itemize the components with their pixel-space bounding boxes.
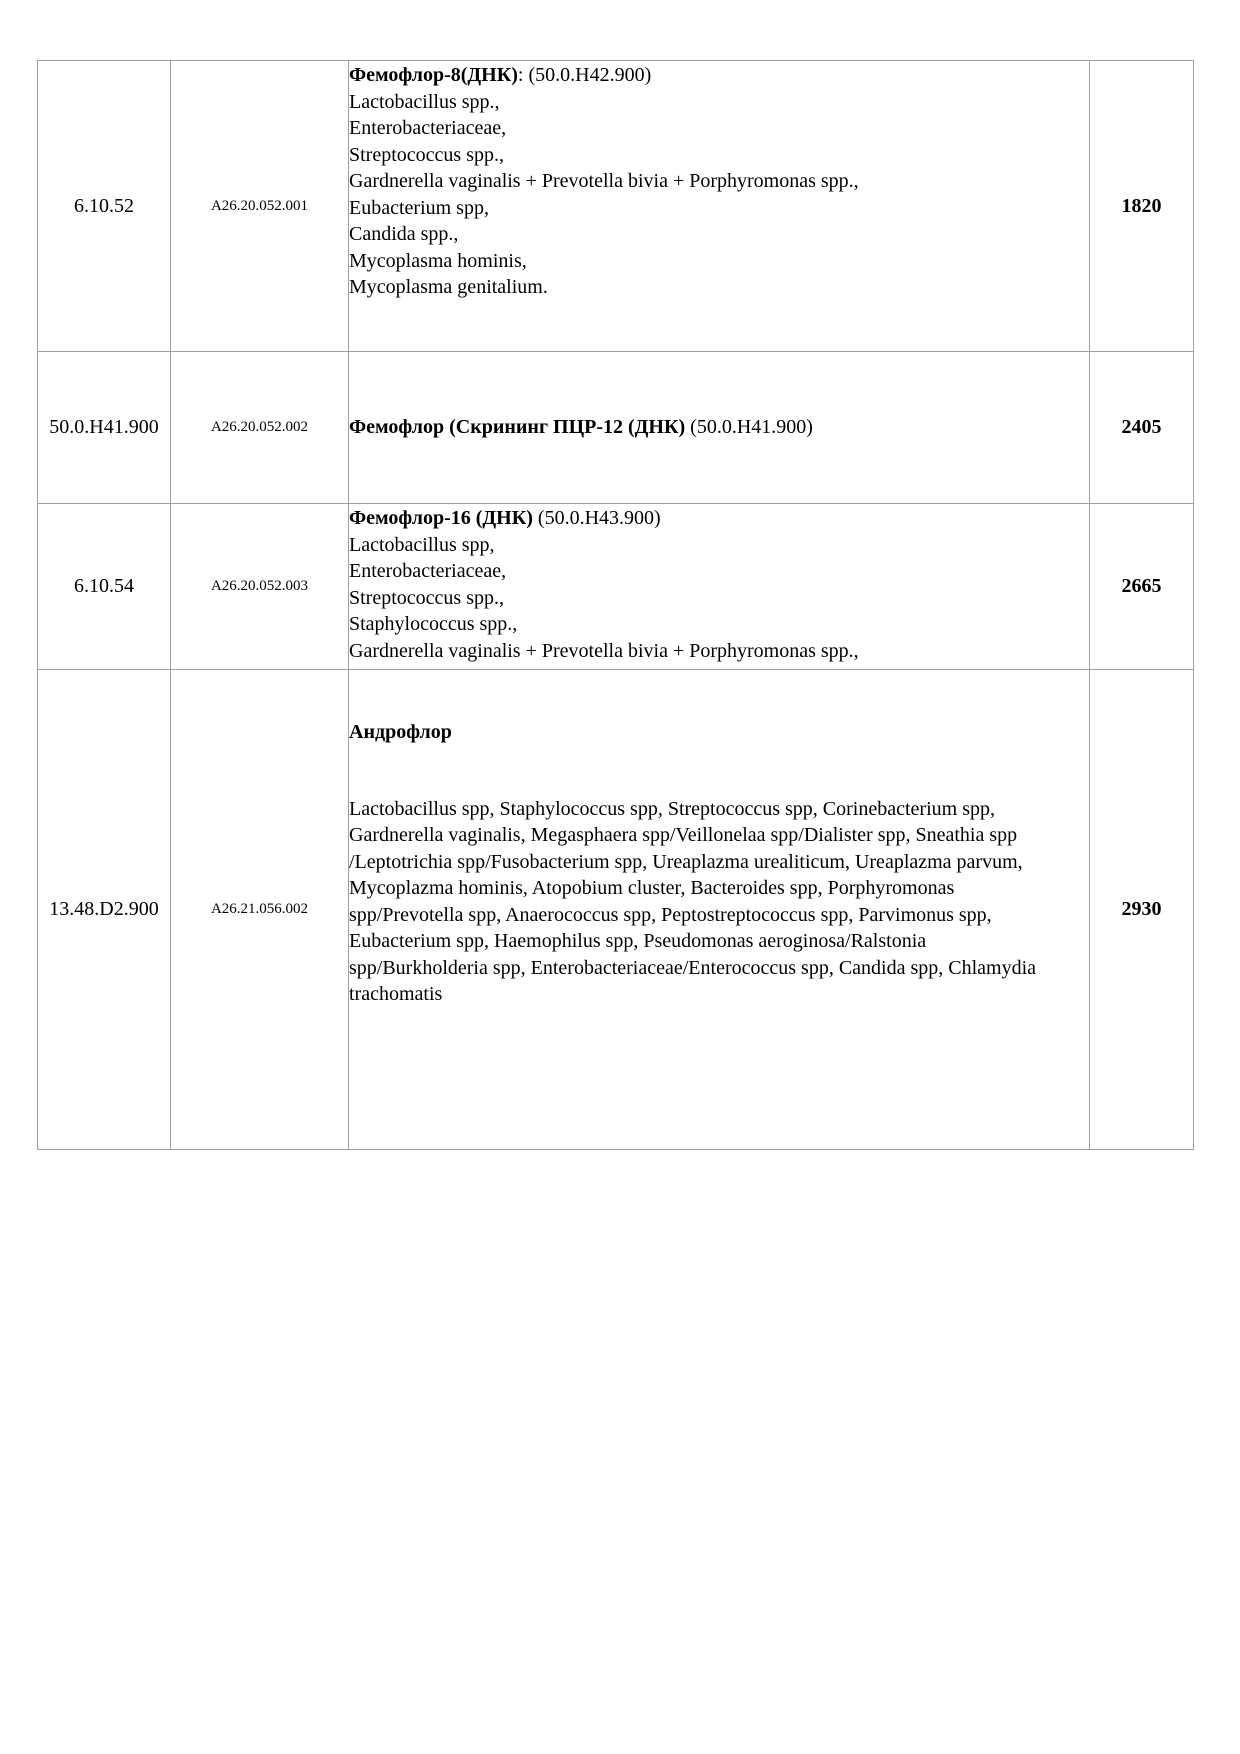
service-title-bold: Фемофлор-8(ДНК) (349, 64, 518, 86)
service-price: 2665 (1090, 504, 1194, 670)
service-description (349, 670, 1090, 1150)
description-line: Mycoplasma hominis, (349, 249, 527, 272)
service-description (349, 352, 1090, 504)
service-code: 6.10.54 (38, 504, 171, 670)
table-row (38, 670, 1194, 1150)
service-title (349, 414, 1089, 441)
description-line: Mycoplazma hominis, Atopobium cluster, Bacteroides spp, Porphyromonas (349, 877, 955, 899)
nomenclature-code: А26.20.052.001 (171, 61, 349, 352)
description-line: Eubacterium spp, Haemophilus spp, Pseudomonas aeroginosa/Ralstonia (349, 930, 927, 952)
description-line: Streptococcus spp., (349, 143, 504, 166)
service-price: 2930 (1090, 670, 1194, 1150)
service-title-bold: Фемофлор-16 (ДНК) (349, 507, 533, 529)
description-line: Enterobacteriaceae, (349, 560, 507, 582)
description-line: /Leptotrichia spp/Fusobacterium spp, Ureaplazma urealiticum, Ureaplazma parvum, (349, 850, 1023, 873)
description-line: Gardnerella vaginalis, Megasphaera spp/Veillonelaa spp/Dialister spp, Sneathia spp (349, 824, 1018, 846)
description-line: trachomatis (349, 983, 443, 1005)
description-line: spp/Prevotella spp, Anaerococcus spp, Peptostreptococcus spp, Parvimonus spp, (349, 903, 992, 926)
description-line: Gardnerella vaginalis + Prevotella bivia + Porphyromonas spp., (349, 639, 859, 662)
description-line: Gardnerella vaginalis + Prevotella bivia + Porphyromonas spp., (349, 170, 859, 192)
service-price: 1820 (1090, 61, 1194, 352)
description-line: Eubacterium spp, (349, 196, 489, 219)
service-title (349, 62, 1089, 89)
service-code: 6.10.52 (38, 61, 171, 352)
service-title (349, 505, 1089, 532)
table-row (38, 352, 1194, 504)
service-description (349, 61, 1090, 352)
nomenclature-code: А26.20.052.002 (171, 352, 349, 504)
description-line: Streptococcus spp., (349, 586, 504, 609)
table-row (38, 61, 1194, 352)
service-title-code: (50.0.Н43.900) (532, 507, 661, 529)
service-price: 2405 (1090, 352, 1194, 504)
description-line: Lactobacillus spp, Staphylococcus spp, Streptococcus spp, Corinebacterium spp, (349, 797, 995, 820)
service-title-bold: Фемофлор (Скрининг ПЦР-12 (ДНК) (349, 416, 686, 439)
description-line: Mycoplasma genitalium. (349, 276, 548, 298)
description-line: Lactobacillus spp, (349, 533, 495, 556)
description-line: Candida spp., (349, 223, 459, 245)
nomenclature-code: А26.20.052.003 (171, 504, 349, 670)
price-list-table (37, 60, 1194, 1150)
description-line: Lactobacillus spp., (349, 90, 500, 113)
table-row (38, 504, 1194, 670)
service-description (349, 504, 1090, 670)
description-line: Enterobacteriaceae, (349, 117, 507, 139)
service-title: Андрофлор (349, 721, 452, 743)
nomenclature-code: А26.21.056.002 (171, 670, 349, 1150)
description-line: Staphylococcus spp., (349, 613, 518, 635)
service-title-code: : (50.0.Н42.900) (517, 64, 652, 86)
service-code: 13.48.D2.900 (38, 670, 171, 1150)
spacer (349, 746, 1089, 796)
service-code: 50.0.Н41.900 (38, 352, 171, 504)
description-line: spp/Burkholderia spp, Enterobacteriaceae/Enterococcus spp, Candida spp, Chlamydia (349, 956, 1037, 979)
service-title-code: (50.0.Н41.900) (685, 416, 813, 439)
